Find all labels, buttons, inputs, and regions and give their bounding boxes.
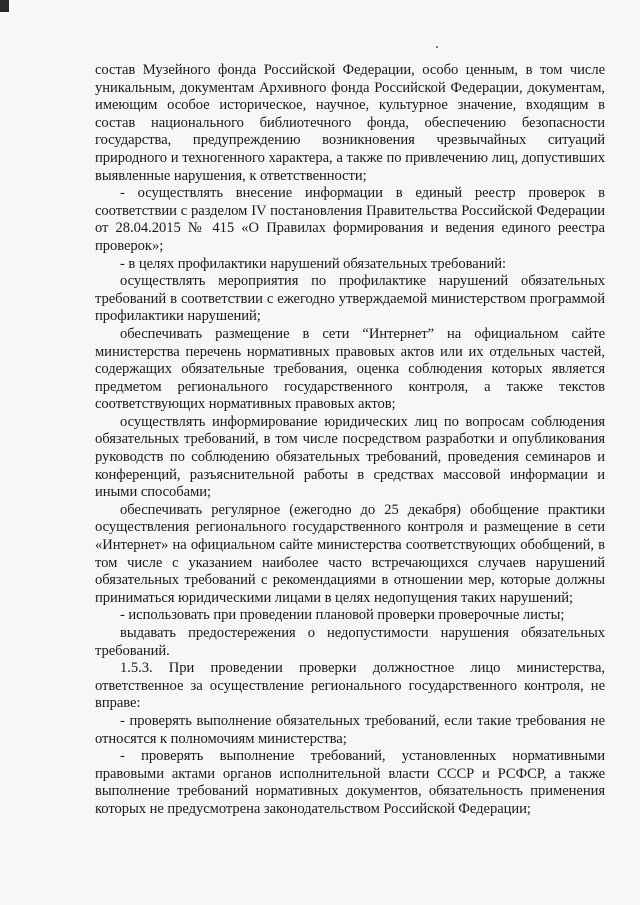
paragraph-prohibition-1: - проверять выполнение обязательных требований, если такие требования не относятся к полномочиям министерства; xyxy=(95,712,605,747)
paragraph-continuation: состав Музейного фонда Российской Федерации, особо ценным, в том числе уникальным, документам Архивного фонда Российской Федерации, документам, имеющим особое историческое, научное, культурное значение, входящим в состав национального библиотечного фонда, обеспечению безопасности государства, предупреждению возникновения чрезвычайных ситуаций природного и техногенного характера, а также по привлечению лиц, допустивших выявленные нарушения, к ответственности; xyxy=(95,62,605,184)
paragraph-checklists: - использовать при проведении плановой проверки проверочные листы; xyxy=(120,607,565,624)
paragraph-warnings: выдавать предостережения о недопустимости нарушения обязательных требований. xyxy=(95,625,605,659)
paragraph-prevention-heading: - в целях профилактики нарушений обязательных требований: xyxy=(120,255,506,272)
paragraph-practice-summary: обеспечивать регулярное (ежегодно до 25 декабря) обобщение практики осуществления регионального государственного контроля и размещение в сети «Интернет» на официальном сайте министерства соответствующих обобщений, в том числе с указанием наиболее часто встречающихся случаев нарушений обязательных требований с рекомендациями в отношении мер, которые должны приниматься юридическими лицами в целях недопущения таких нарушений; xyxy=(95,501,605,606)
paragraph-internet-publication: обеспечивать размещение в сети “Интернет” на официальном сайте министерства перечень нормативных правовых актов или их отдельных частей, содержащих обязательные требования, оценка соблюдения которых является предметом регионального государственного контроля, а также текстов соответствующих нормативных правовых актов; xyxy=(95,325,605,413)
paragraph-prevention-measures: осуществлять мероприятия по профилактике нарушений обязательных требований в соответствии с ежегодно утверждаемой министерством программой профилактики нарушений; xyxy=(95,273,605,325)
paragraph-section-1-5-3: 1.5.3. При проведении проверки должностное лицо министерства, ответственное за осуществление регионального государственного контроля, не вправе: xyxy=(95,660,605,712)
scan-corner-mark xyxy=(0,0,9,12)
paragraph-prohibition-2: - проверять выполнение требований, установленных нормативными правовыми актами органов исполнительной власти СССР и РСФСР, а также выполнение требований нормативных документов, обязательность применения которых не предусмотрена законодательством Российской Федерации; xyxy=(95,748,605,817)
scan-speck xyxy=(436,46,438,48)
document-body xyxy=(95,62,605,819)
paragraph-registry: - осуществлять внесение информации в единый реестр проверок в соответствии с разделом IV постановления Правительства Российской Федерации от 28.04.2015 № 415 «О Правилах формирования и ведения единого реестра проверок»; xyxy=(95,185,605,254)
paragraph-informing: осуществлять информирование юридических лиц по вопросам соблюдения обязательных требований, в том числе посредством разработки и опубликования руководств по соблюдению обязательных требований, проведения семинаров и конференций, разъяснительной работы в средствах массовой информации и иными способами; xyxy=(95,413,605,501)
